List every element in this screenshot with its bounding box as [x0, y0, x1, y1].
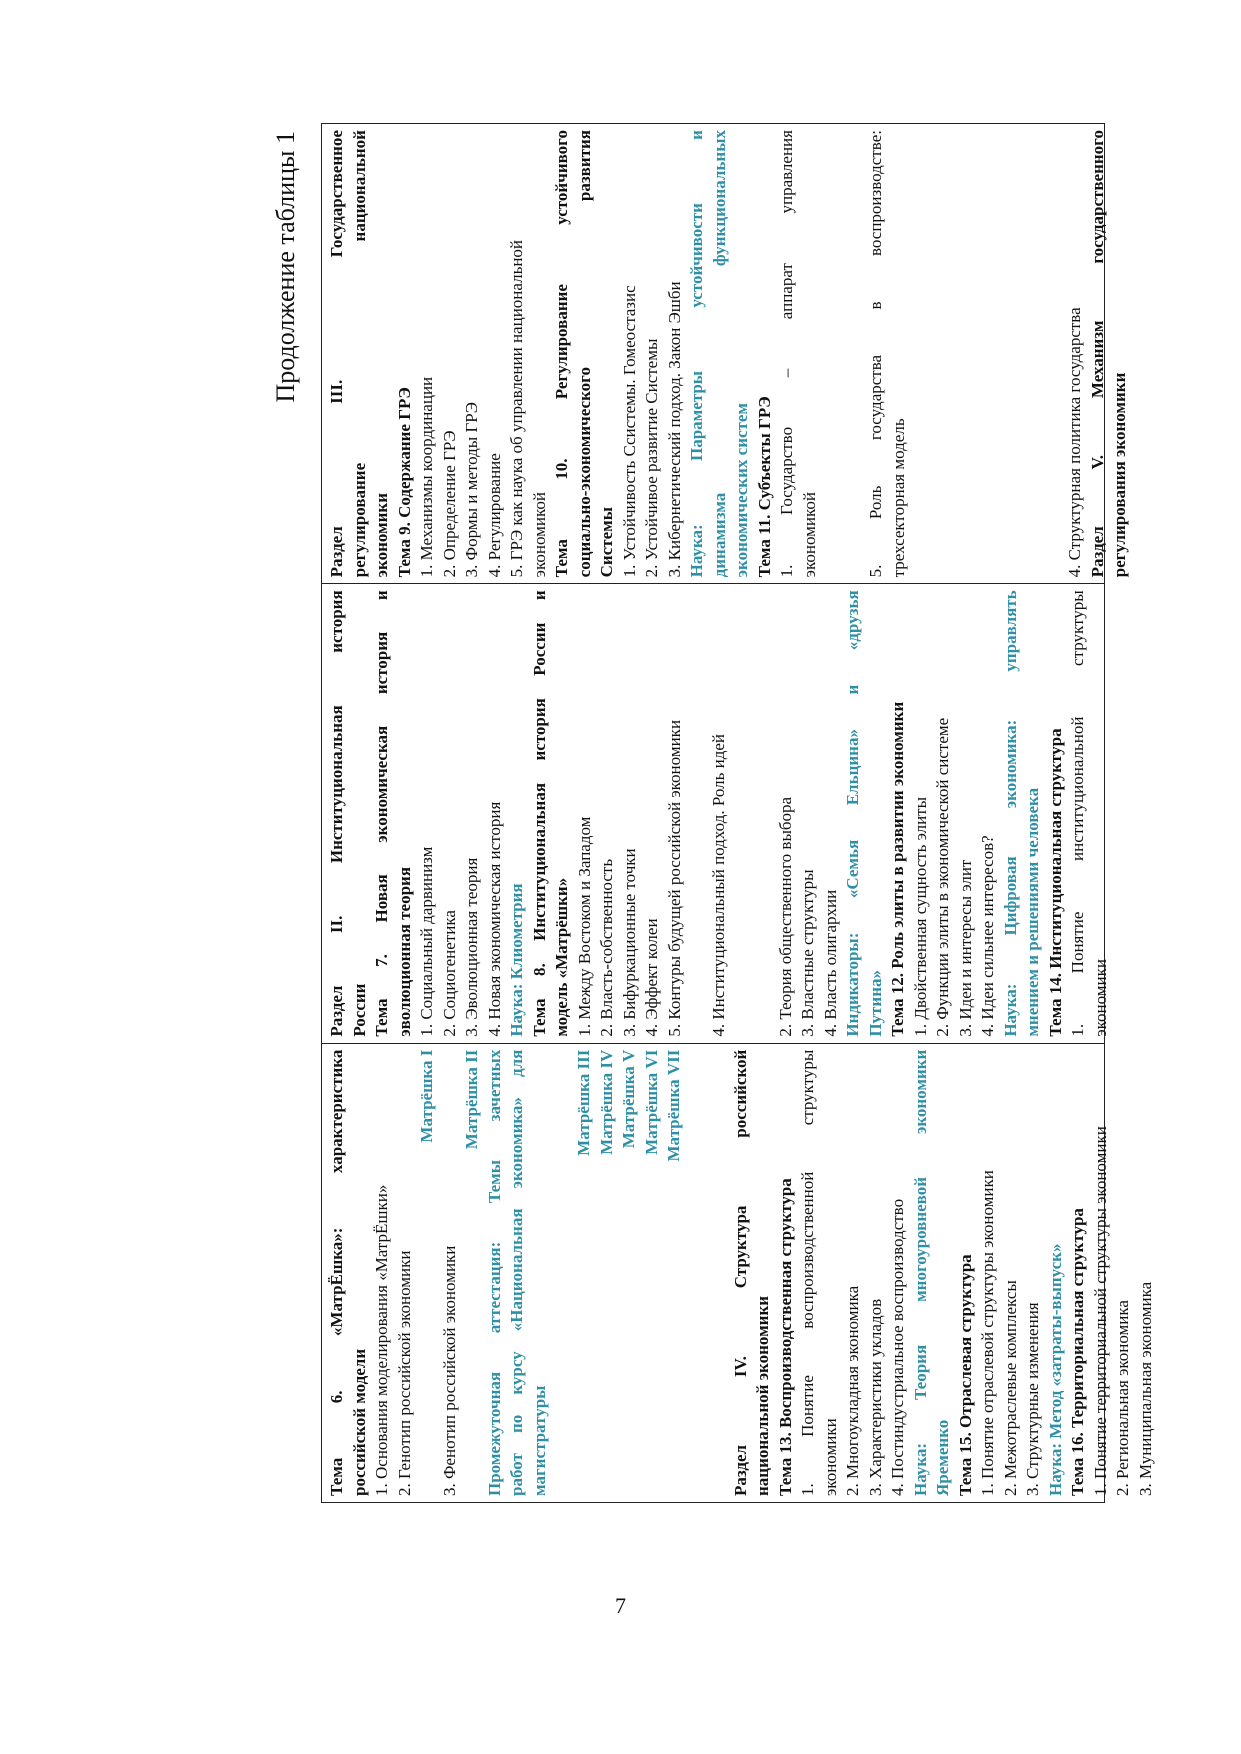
list-item: 1. Понятие институциональной структуры — [1068, 590, 1087, 1037]
table — [321, 123, 1155, 1503]
list-item: 1. Основания моделирования «МатрЁшки» — [372, 1184, 391, 1496]
list-item: 1. Социальный дарвинизм — [417, 846, 436, 1037]
topic-8-title: Тема 8. Институциональная история России и — [529, 590, 549, 1037]
matryoshka-label: Матрёшка VI — [641, 1049, 661, 1155]
matryoshka-label: Матрёшка IV — [596, 1049, 616, 1155]
indicators-label: Индикаторы: «Семья Ельцина» и «друзья — [843, 590, 862, 1037]
science-label-cont: мнением и решениями человека — [1023, 787, 1042, 1037]
list-item: 2. Межотраслевые комплексы — [1000, 1280, 1020, 1496]
list-item: 4. Структурная политика государства — [1065, 307, 1084, 578]
science-label: Наука: Метод «затраты-выпуск» — [1045, 1243, 1065, 1496]
table-caption: Продолжение таблицы 1 — [271, 131, 300, 403]
matryoshka-label: Матрёшка II — [462, 1049, 481, 1150]
section-5-title-cont: регулирования экономики — [1110, 372, 1129, 578]
topic-10-title-cont: социально-экономического развития — [574, 130, 594, 578]
list-item: 2. Социогенетика — [439, 910, 459, 1037]
topic-10-title-end: Системы — [597, 506, 616, 578]
list-item-cont: трехсекторная модель — [888, 418, 908, 578]
list-item: 2. Теория общественного выбора — [775, 796, 795, 1037]
list-item: 1. Двойственная сущность элиты — [910, 796, 930, 1037]
list-item: 3. Формы и методы ГРЭ — [462, 402, 481, 578]
table-column-1 — [322, 1043, 1155, 1502]
section-4-title: Раздел IV. Структура российской — [730, 1049, 750, 1496]
topic-10-title: Тема 10. Регулирование устойчивого — [552, 130, 571, 578]
list-item: 3. Эволюционная теория — [462, 857, 481, 1037]
section-4-title-cont: национальной экономики — [753, 1295, 772, 1496]
list-item: 3. Характеристики укладов — [865, 1298, 885, 1496]
list-item: 2. Определение ГРЭ — [439, 430, 459, 578]
science-label: Наука: Теория многоуровневой экономики — [910, 1049, 930, 1496]
list-item: 1. Государство – аппарат управления — [777, 130, 796, 578]
list-item: 2. Региональная экономика — [1113, 1300, 1132, 1496]
list-item: 1. Понятие воспроизводственной структуры — [798, 1049, 817, 1496]
matryoshka-label: Матрёшка VII — [664, 1049, 683, 1162]
list-item: 3. Идеи и интересы элит — [955, 859, 975, 1037]
list-item: 3. Властные структуры — [798, 869, 817, 1037]
list-item: 5. ГРЭ как наука об управлении национальной — [507, 239, 526, 578]
list-item-cont: экономикой — [799, 492, 819, 578]
attestation-title: Промежуточная аттестация: Темы зачетных — [484, 1049, 504, 1496]
list-item: 1. Понятие территориальной структуры экономики — [1090, 1126, 1110, 1496]
list-item: 3. Кибернетический подход. Закон Эшби — [664, 281, 684, 578]
indicators-label-cont: Путина» — [865, 970, 885, 1037]
science-label: Наука: Параметры устойчивости и — [687, 130, 706, 578]
list-item: 3. Фенотип российской экономики — [439, 1245, 459, 1496]
science-label: Наука: Цифровая экономика: управлять — [1000, 590, 1020, 1037]
topic-9-title: Тема 9. Содержание ГРЭ — [394, 387, 414, 578]
section-5-title: Раздел V. Механизм государственного — [1087, 130, 1107, 578]
list-item: 1. Механизмы координации — [417, 376, 436, 578]
list-item: 2. Устойчивое развитие Системы — [642, 338, 661, 578]
list-item: 3. Структурные изменения — [1023, 1302, 1042, 1496]
page-number: 7 — [615, 1593, 626, 1618]
topic-12-title: Тема 12. Роль элиты в развитии экономики — [888, 701, 907, 1037]
list-item: 3. Муниципальная экономика — [1135, 1281, 1155, 1496]
topic-11-title: Тема 11. Субъекты ГРЭ — [754, 396, 774, 578]
list-item: 4. Постиндустриальное воспроизводство — [888, 1198, 907, 1496]
list-item: 1. Между Востоком и Западом — [574, 816, 594, 1037]
section-2-title-cont: России — [349, 983, 369, 1037]
section-3-title-cont: регулирование национальной — [349, 130, 369, 578]
topic-6-title-cont: российской модели — [349, 1348, 369, 1496]
table-column-3 — [322, 124, 1129, 583]
list-item: 2. Функции элиты в экономической системе — [933, 717, 952, 1037]
science-label-cont: динамизма функциональных — [709, 130, 729, 578]
topic-15-title: Тема 15. Отраслевая структура — [955, 1254, 975, 1496]
matryoshka-label: Матрёшка I — [417, 1049, 436, 1143]
topic-16-title: Тема 16. Территориальная структура — [1068, 1208, 1087, 1496]
topic-14-title: Тема 14. Институциональная структура — [1045, 728, 1065, 1037]
section-2-title: Раздел II. Институциональная история — [327, 590, 346, 1037]
list-item-cont: экономики — [820, 1418, 840, 1496]
list-item: 4. Идеи сильнее интересов? — [978, 835, 997, 1037]
matryoshka-label: Матрёшка V — [619, 1049, 638, 1149]
section-3-title-end: экономики — [372, 492, 391, 578]
list-item: 5. Контуры будущей российской экономики — [664, 719, 684, 1037]
list-item-cont: экономики — [1090, 958, 1110, 1037]
list-item: 4. Эффект колеи — [642, 918, 661, 1037]
rotated-table-block — [265, 123, 1155, 1503]
list-item: 5. Роль государства в воспроизводстве: — [866, 130, 885, 578]
science-label-cont: Яременко — [933, 1419, 952, 1496]
list-item: 2. Власть-собственность — [597, 858, 616, 1037]
topic-13-title: Тема 13. Воспроизводственная структура — [775, 1178, 795, 1496]
topic-8-title-cont: модель «Матрёшки» — [552, 877, 571, 1037]
attestation-title-cont: работ по курсу «Национальная экономика» для — [507, 1049, 526, 1496]
list-item: 1. Понятие отраслевой структуры экономики — [978, 1170, 997, 1496]
list-item: 2. Генотип российской экономики — [394, 1250, 414, 1496]
list-item: 2. Многоукладная экономика — [843, 1285, 862, 1496]
list-item: 4. Институциональный подход. Роль идей — [709, 733, 728, 1037]
science-label: Наука: Клиометрия — [507, 883, 526, 1037]
list-item: 3. Бифуркационные точки — [619, 848, 639, 1037]
list-item: 4. Власть олигархии — [820, 889, 840, 1037]
attestation-title-end: магистратуры — [529, 1385, 549, 1496]
table-column-2 — [322, 583, 1110, 1042]
list-item: 1. Устойчивость Ссистемы. Гомеостазис — [619, 285, 639, 578]
list-item: 4. Новая экономическая история — [484, 801, 504, 1037]
topic-7-title: Тема 7. Новая экономическая история и — [372, 590, 391, 1037]
matryoshka-label: Матрёшка III — [574, 1049, 593, 1156]
list-item-cont: экономикой — [529, 492, 549, 578]
section-3-title: Раздел III. Государственное — [327, 130, 346, 578]
topic-7-title-cont: эволюционная теория — [394, 866, 414, 1037]
list-item: 4. Регулирование — [484, 453, 504, 578]
science-label-end: экономических систем — [732, 402, 751, 578]
topic-6-title: Тема 6. «МатрЁшка»: характеристика — [327, 1049, 346, 1496]
